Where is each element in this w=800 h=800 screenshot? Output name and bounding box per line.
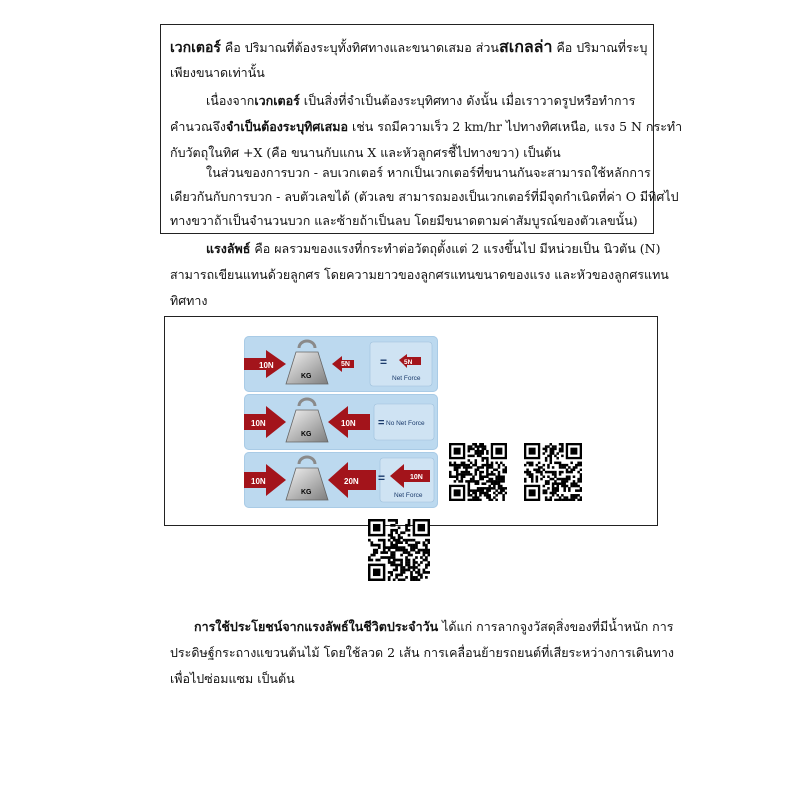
weight-label: KG [301,431,312,438]
result-label: 10N [410,474,423,481]
equals-sign: = [380,355,388,369]
paragraph-line: กับวัตถุในทิศ +X (คือ ขนานกับแกน X และหัวลูกศรชี้ไปทางขวา) เป็นต้น [170,145,561,160]
weight-label: KG [301,489,312,496]
result-label: 5N [404,359,413,366]
paragraph-resultant-uses: การใช้ประโยชน์จากแรงลัพธ์ในชีวิตประจำวัน ได้แก่ การลากจูงวัสดุสิ่งของที่มีน้ำหนัก การ [194,619,674,634]
term-vector: เวกเตอร์ [170,40,221,56]
weight-label: KG [301,373,312,380]
paragraph-vector-direction: เนื่องจากเวกเตอร์ เป็นสิ่งที่จำเป็นต้องระบุทิศทาง ดังนั้น เมื่อเราวาดรูปหรือทำการ [206,93,636,108]
force-left-label: 10N [251,477,266,486]
paragraph-line: ทิศทาง [170,293,208,308]
paragraph-line: คำนวณจึงจำเป็นต้องระบุทิศเสมอ เช่น รถมีความเร็ว 2 km/hr ไปทางทิศเหนือ, แรง 5 N กระทำ [170,119,683,134]
net-force-caption: Net Force [392,375,421,382]
equals-sign: = [378,417,385,429]
term-scalar: สเกลล่า [498,37,553,56]
qr-code-icon[interactable] [449,443,507,501]
force-right-label: 5N [341,361,350,368]
equals-sign: = [378,471,386,485]
qr-code-icon[interactable] [524,443,582,501]
paragraph-line: ทางขวาถ้าเป็นจำนวนบวก และซ้ายถ้าเป็นลบ โดยมีขนาดตามค่าสัมบูรณ์ของตัวเลขนั้น) [170,213,638,228]
qr-code-icon[interactable] [368,519,430,581]
paragraph-line: เพียงขนาดเท่านั้น [170,65,265,80]
force-right-label: 10N [341,419,356,428]
force-right-label: 20N [344,477,359,486]
paragraph-line: เดียวกันกับการบวก - ลบตัวเลขได้ (ตัวเลข สามารถมองเป็นเวกเตอร์ที่มีจุดกำเนิดที่ค่า O มีทิศไป [170,189,679,204]
force-panel-no-net [244,394,438,450]
force-panel-net-5n [244,336,438,392]
net-force-caption: Net Force [394,492,423,499]
paragraph-line: สามารถเขียนแทนด้วยลูกศร โดยความยาวของลูกศรแทนขนาดของแรง และหัวของลูกศรแทน [170,267,669,282]
paragraph-vector-definition-1: เวกเตอร์ คือ ปริมาณที่ต้องระบุทั้งทิศทางและขนาดเสมอ ส่วนสเกลล่า คือ ปริมาณที่ระบุ [170,37,648,56]
no-net-force-caption: No Net Force [386,420,425,427]
force-left-label: 10N [251,419,266,428]
paragraph-line: ประดิษฐ์กระถางแขวนต้นไม้ โดยใช้ลวด 2 เส้น การเคลื่อนย้ายรถยนต์ที่เสียระหว่างการเดินทาง [170,645,674,660]
paragraph-resultant-force: แรงลัพธ์ คือ ผลรวมของแรงที่กระทำต่อวัตถุตั้งแต่ 2 แรงขึ้นไป มีหน่วยเป็น นิวตัน (N) [206,241,661,256]
force-panel-net-10n [244,452,438,508]
term-resultant-force: แรงลัพธ์ [206,241,251,256]
paragraph-line: เพื่อไปซ่อมแซม เป็นต้น [170,671,295,686]
paragraph-vector-addition: ในส่วนของการบวก - ลบเวกเตอร์ หากเป็นเวกเตอร์ที่ขนานกันจะสามารถใช้หลักการ [206,165,651,180]
term-resultant-uses: การใช้ประโยชน์จากแรงลัพธ์ในชีวิตประจำวัน [194,619,439,634]
force-left-label: 10N [259,361,274,370]
